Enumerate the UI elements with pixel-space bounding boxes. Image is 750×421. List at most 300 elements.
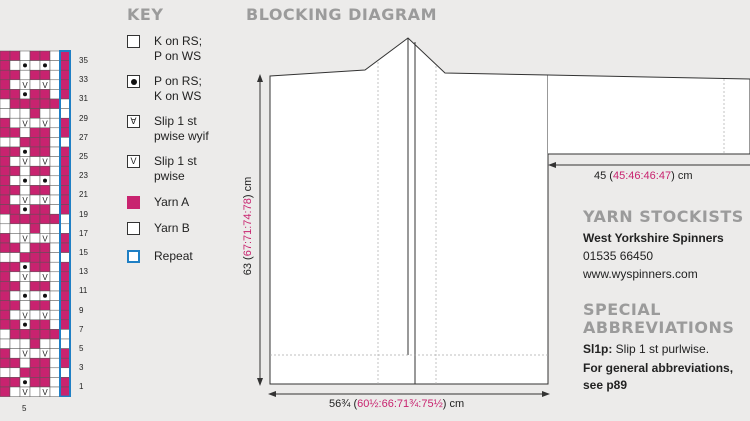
chart-cell (60, 147, 70, 157)
chart-cell (50, 128, 60, 138)
slip-symbol: V (22, 119, 28, 129)
chart-cell (40, 329, 50, 339)
chart-cell (0, 118, 10, 128)
chart-cell (50, 185, 60, 195)
chart-cell (20, 166, 30, 176)
slip-symbol: V (42, 196, 48, 206)
chart-cell (60, 291, 70, 301)
chart-cell (50, 70, 60, 80)
chart-cell (10, 128, 20, 138)
chart-cell (30, 176, 40, 186)
chart-cell (60, 109, 70, 119)
chart-cell (30, 137, 40, 147)
blocking-diagram-title: BLOCKING DIAGRAM (246, 5, 437, 24)
repeat-swatch-icon (127, 250, 140, 263)
chart-cell (30, 329, 40, 339)
chart-cell (40, 109, 50, 119)
chart-cell (10, 339, 20, 349)
chart-row-number: 23 (79, 171, 88, 181)
chart-cell (30, 147, 40, 157)
chart-cell (10, 301, 20, 311)
chart-cell (30, 61, 40, 71)
width-measurement: 56¾ (60½:66:71¾:75½) cm (329, 398, 465, 410)
chart-cell (50, 166, 60, 176)
chart-cell (20, 368, 30, 378)
chart-cell (40, 214, 50, 224)
chart-cell (0, 339, 10, 349)
chart-cell (0, 320, 10, 330)
purl-dot (23, 179, 27, 183)
chart-cell (40, 51, 50, 61)
chart-cell (60, 80, 70, 90)
chart-cell (40, 253, 50, 263)
chart-cell (20, 253, 30, 263)
chart-cell (40, 358, 50, 368)
chart-cell (0, 243, 10, 253)
chart-cell (20, 109, 30, 119)
slip-symbol: V (42, 119, 48, 129)
chart-cell (30, 358, 40, 368)
chart-cell (30, 272, 40, 282)
chart-cell (10, 51, 20, 61)
chart-cell (0, 176, 10, 186)
chart-cell (50, 157, 60, 167)
chart-cell (30, 166, 40, 176)
chart-cell (60, 320, 70, 330)
chart-cell (10, 176, 20, 186)
purl-dot (23, 150, 27, 154)
chart-cell (10, 70, 20, 80)
stockist-website[interactable]: www.wyspinners.com (583, 267, 698, 281)
chart-cell (30, 233, 40, 243)
chart-cell (30, 243, 40, 253)
chart-cell (40, 320, 50, 330)
chart-row-number: 35 (79, 56, 88, 65)
chart-cell (0, 377, 10, 387)
chart-cell (60, 195, 70, 205)
chart-cell (30, 377, 40, 387)
chart-cell (0, 137, 10, 147)
chart-cell (30, 262, 40, 272)
chart-cell (50, 262, 60, 272)
chart-cell (0, 128, 10, 138)
key-item-label: Yarn B (154, 221, 190, 235)
chart-cell (40, 89, 50, 99)
chart-cell (30, 349, 40, 359)
chart-cell (10, 272, 20, 282)
chart-row-number: 33 (79, 75, 88, 85)
chart-cell (0, 185, 10, 195)
chart-cell (10, 224, 20, 234)
chart-cell (10, 310, 20, 320)
chart-cell (60, 233, 70, 243)
chart-row-number: 5 (79, 344, 84, 353)
chart-cell (40, 205, 50, 215)
chart-cell (50, 358, 60, 368)
chart-cell (30, 291, 40, 301)
chart-cell (10, 205, 20, 215)
chart-cell (30, 185, 40, 195)
chart-cell (20, 137, 30, 147)
chart-cell (50, 310, 60, 320)
chart-cell (50, 339, 60, 349)
chart-cell (0, 166, 10, 176)
chart-cell (0, 349, 10, 359)
key-item-label: K on RS; P on WS (154, 34, 203, 63)
slip-symbol: V (42, 311, 48, 321)
chart-cell (10, 291, 20, 301)
key-item-label: Slip 1 st pwise (154, 154, 197, 183)
chart-cell (0, 272, 10, 282)
chart-row-number: 11 (79, 286, 88, 296)
chart-cell (60, 185, 70, 195)
chart-cell (40, 166, 50, 176)
height-measurement: 63 (67:71:74:78) cm (242, 176, 254, 276)
chart-cell (10, 262, 20, 272)
chart-cell (40, 339, 50, 349)
chart-cell (30, 89, 40, 99)
chart-cell (10, 253, 20, 263)
chart-cell (50, 109, 60, 119)
garment-sleeve-outline (548, 75, 750, 154)
key-item-label: Slip 1 st pwise wyif (154, 114, 209, 143)
chart-cell (30, 339, 40, 349)
chart-cell (60, 281, 70, 291)
chart-cell (60, 61, 70, 71)
chart-cell (40, 262, 50, 272)
chart-row-number: 17 (79, 228, 88, 238)
chart-cell (60, 99, 70, 109)
width-arrow-head-left (268, 391, 276, 397)
chart-cell (0, 109, 10, 119)
chart-row-number: 29 (79, 113, 88, 123)
chart-cell (60, 339, 70, 349)
chart-row-number: 7 (79, 324, 84, 334)
chart-cell (60, 377, 70, 387)
slip-symbol: V (22, 157, 28, 167)
chart-cell (50, 80, 60, 90)
chart-row-number: 19 (79, 209, 88, 219)
chart-cell (10, 368, 20, 378)
chart-cell (60, 301, 70, 311)
chart-cell (60, 224, 70, 234)
purl-dot (23, 323, 27, 327)
slip-symbol: V (42, 80, 48, 90)
chart-cell (20, 214, 30, 224)
chart-cell (50, 205, 60, 215)
chart-cell (0, 224, 10, 234)
chart-cell (50, 253, 60, 263)
chart-cell (0, 329, 10, 339)
dot-square-icon (127, 75, 140, 88)
slip-symbol: V (22, 311, 28, 321)
sleeve-arrow-head-left (548, 162, 556, 168)
chart-cell (20, 128, 30, 138)
chart-cell (50, 329, 60, 339)
purl-dot (23, 265, 27, 269)
chart-cell (0, 99, 10, 109)
chart-cell (60, 368, 70, 378)
chart-cell (20, 329, 30, 339)
chart-cell (50, 281, 60, 291)
chart-cell (10, 329, 20, 339)
chart-cell (30, 205, 40, 215)
chart-cell (60, 262, 70, 272)
yarn-stockists-title: YARN STOCKISTS (583, 207, 744, 226)
chart-cell (60, 176, 70, 186)
chart-cell (40, 281, 50, 291)
chart-cell (60, 205, 70, 215)
purl-dot (23, 92, 27, 96)
chart-cell (10, 185, 20, 195)
chart-cell (60, 329, 70, 339)
chart-cell (10, 80, 20, 90)
slip-symbol: V (22, 196, 28, 206)
chart-cell (10, 281, 20, 291)
chart-cell (30, 253, 40, 263)
chart-cell (0, 205, 10, 215)
chart-cell (10, 243, 20, 253)
slip-symbol: V (22, 80, 28, 90)
chart-row-number: 13 (79, 267, 88, 277)
chart-cell (20, 185, 30, 195)
chart-cell (0, 147, 10, 157)
slip-symbol: V (22, 272, 28, 282)
chart-cell (10, 233, 20, 243)
abbreviation-sl1p: Sl1p: Slip 1 st purlwise. (583, 342, 710, 356)
chart-cell (30, 387, 40, 397)
chart-cell (0, 291, 10, 301)
chart-cell (60, 214, 70, 224)
chart-cell (60, 51, 70, 61)
chart-cell (50, 61, 60, 71)
chart-cell (30, 195, 40, 205)
chart-cell (10, 89, 20, 99)
chart-cell (50, 320, 60, 330)
chart-cell (20, 51, 30, 61)
slip-icon: V (127, 155, 140, 168)
chart-cell (60, 118, 70, 128)
chart-cell (0, 281, 10, 291)
chart-cell (0, 157, 10, 167)
chart-cell (20, 358, 30, 368)
chart-cell (30, 214, 40, 224)
chart-row-number: 27 (79, 132, 88, 142)
chart-cell (60, 253, 70, 263)
chart-cell (60, 310, 70, 320)
chart-cell (0, 310, 10, 320)
chart-cell (0, 89, 10, 99)
chart-cell (40, 147, 50, 157)
chart-cell (0, 253, 10, 263)
chart-cell (30, 118, 40, 128)
chart-cell (60, 70, 70, 80)
chart-cell (50, 224, 60, 234)
chart-cell (40, 185, 50, 195)
yarn-b-swatch-icon (127, 222, 140, 235)
chart-cell (10, 99, 20, 109)
chart-cell (30, 301, 40, 311)
chart-cell (40, 368, 50, 378)
chart-cell (10, 195, 20, 205)
chart-cell (30, 310, 40, 320)
chart-cell (60, 272, 70, 282)
height-arrow-head-bottom (257, 378, 263, 386)
chart-cell (50, 147, 60, 157)
purl-dot (43, 179, 47, 183)
chart-cell (40, 243, 50, 253)
chart-cell (0, 214, 10, 224)
chart-cell (20, 243, 30, 253)
chart-cell (30, 368, 40, 378)
chart-cell (40, 301, 50, 311)
chart-cell (60, 137, 70, 147)
chart-row-number: 21 (79, 190, 88, 200)
slip-symbol: V (42, 388, 48, 397)
knitting-chart (0, 45, 80, 397)
chart-cell (0, 233, 10, 243)
chart-cell (50, 233, 60, 243)
chart-cell (40, 377, 50, 387)
chart-cell (0, 80, 10, 90)
chart-cell (0, 387, 10, 397)
abbreviations-title-line1: SPECIAL (583, 300, 661, 319)
chart-cell (40, 128, 50, 138)
blank-square-icon (127, 35, 140, 48)
chart-cell (60, 243, 70, 253)
chart-row-number: 3 (79, 363, 84, 373)
chart-row-number: 1 (79, 382, 84, 392)
chart-cell (40, 99, 50, 109)
chart-cell (10, 358, 20, 368)
slip-symbol: V (42, 157, 48, 167)
chart-cell (0, 70, 10, 80)
width-arrow-head-right (542, 391, 550, 397)
chart-cell (10, 61, 20, 71)
chart-cell (60, 387, 70, 397)
purl-dot (23, 294, 27, 298)
purl-dot (23, 380, 27, 384)
chart-cell (30, 281, 40, 291)
chart-cell (30, 109, 40, 119)
slip-symbol: V (22, 234, 28, 244)
slip-wyif-icon: ∀ (127, 115, 140, 128)
chart-cell (0, 301, 10, 311)
chart-cell (20, 70, 30, 80)
chart-cell (10, 147, 20, 157)
chart-cell (50, 272, 60, 282)
chart-cell (50, 195, 60, 205)
chart-cell (0, 61, 10, 71)
chart-cell (10, 118, 20, 128)
chart-cell (30, 70, 40, 80)
garment-body-outline (270, 38, 548, 384)
chart-cell (50, 387, 60, 397)
chart-cell (20, 99, 30, 109)
chart-cell (40, 137, 50, 147)
key-title: KEY (127, 5, 164, 24)
chart-cell (30, 80, 40, 90)
chart-cell (10, 387, 20, 397)
slip-symbol: V (22, 388, 28, 397)
chart-cell (30, 157, 40, 167)
chart-row-number: 9 (79, 305, 84, 315)
chart-cell (50, 118, 60, 128)
chart-cell (30, 320, 40, 330)
chart-cell (0, 195, 10, 205)
chart-cell (30, 224, 40, 234)
chart-cell (60, 157, 70, 167)
chart-cell (0, 368, 10, 378)
chart-cell (50, 243, 60, 253)
chart-cell (40, 224, 50, 234)
stockist-phone: 01535 66450 (583, 249, 654, 263)
chart-cell (60, 166, 70, 176)
key-item-label: Repeat (154, 249, 193, 263)
sleeve-measurement: 45 (45:46:46:47) cm (594, 170, 693, 182)
chart-cell (10, 320, 20, 330)
chart-cell (0, 358, 10, 368)
key-item-label: P on RS; K on WS (154, 74, 202, 103)
chart-cell (60, 128, 70, 138)
general-abbreviations-note: For general abbreviations, see p89 (583, 361, 734, 392)
purl-dot (43, 294, 47, 298)
chart-cell (50, 137, 60, 147)
chart-cell (0, 51, 10, 61)
height-arrow-head-top (257, 74, 263, 82)
chart-cell (20, 281, 30, 291)
yarn-a-swatch-icon (127, 196, 140, 209)
chart-cell (10, 109, 20, 119)
chart-row-number: 25 (79, 152, 88, 161)
purl-dot (43, 63, 47, 67)
abbreviations-title-line2: ABBREVIATIONS (583, 318, 735, 337)
purl-dot (23, 63, 27, 67)
chart-cell (50, 377, 60, 387)
chart-cell (50, 51, 60, 61)
chart-cell (20, 301, 30, 311)
purl-dot (23, 207, 27, 211)
chart-cell (10, 214, 20, 224)
chart-cell (60, 349, 70, 359)
chart-cell (10, 349, 20, 359)
chart-cell (0, 262, 10, 272)
chart-cell (50, 301, 60, 311)
chart-cell (50, 214, 60, 224)
slip-symbol: V (42, 349, 48, 359)
chart-cell (50, 99, 60, 109)
chart-cell (20, 339, 30, 349)
key-item-label: Yarn A (154, 195, 190, 209)
chart-cell (50, 89, 60, 99)
chart-cell (10, 377, 20, 387)
chart-bottom-label: 5 (22, 404, 27, 413)
chart-row-number: 31 (79, 94, 88, 104)
slip-symbol: V (42, 272, 48, 282)
chart-cell (30, 128, 40, 138)
chart-cell (10, 157, 20, 167)
chart-cell (30, 99, 40, 109)
chart-cell (50, 291, 60, 301)
chart-cell (30, 51, 40, 61)
chart-cell (10, 166, 20, 176)
slip-symbol: V (42, 234, 48, 244)
chart-cell (20, 224, 30, 234)
chart-cell (50, 349, 60, 359)
chart-cell (60, 89, 70, 99)
chart-row-number: 15 (79, 248, 88, 257)
chart-cell (50, 368, 60, 378)
